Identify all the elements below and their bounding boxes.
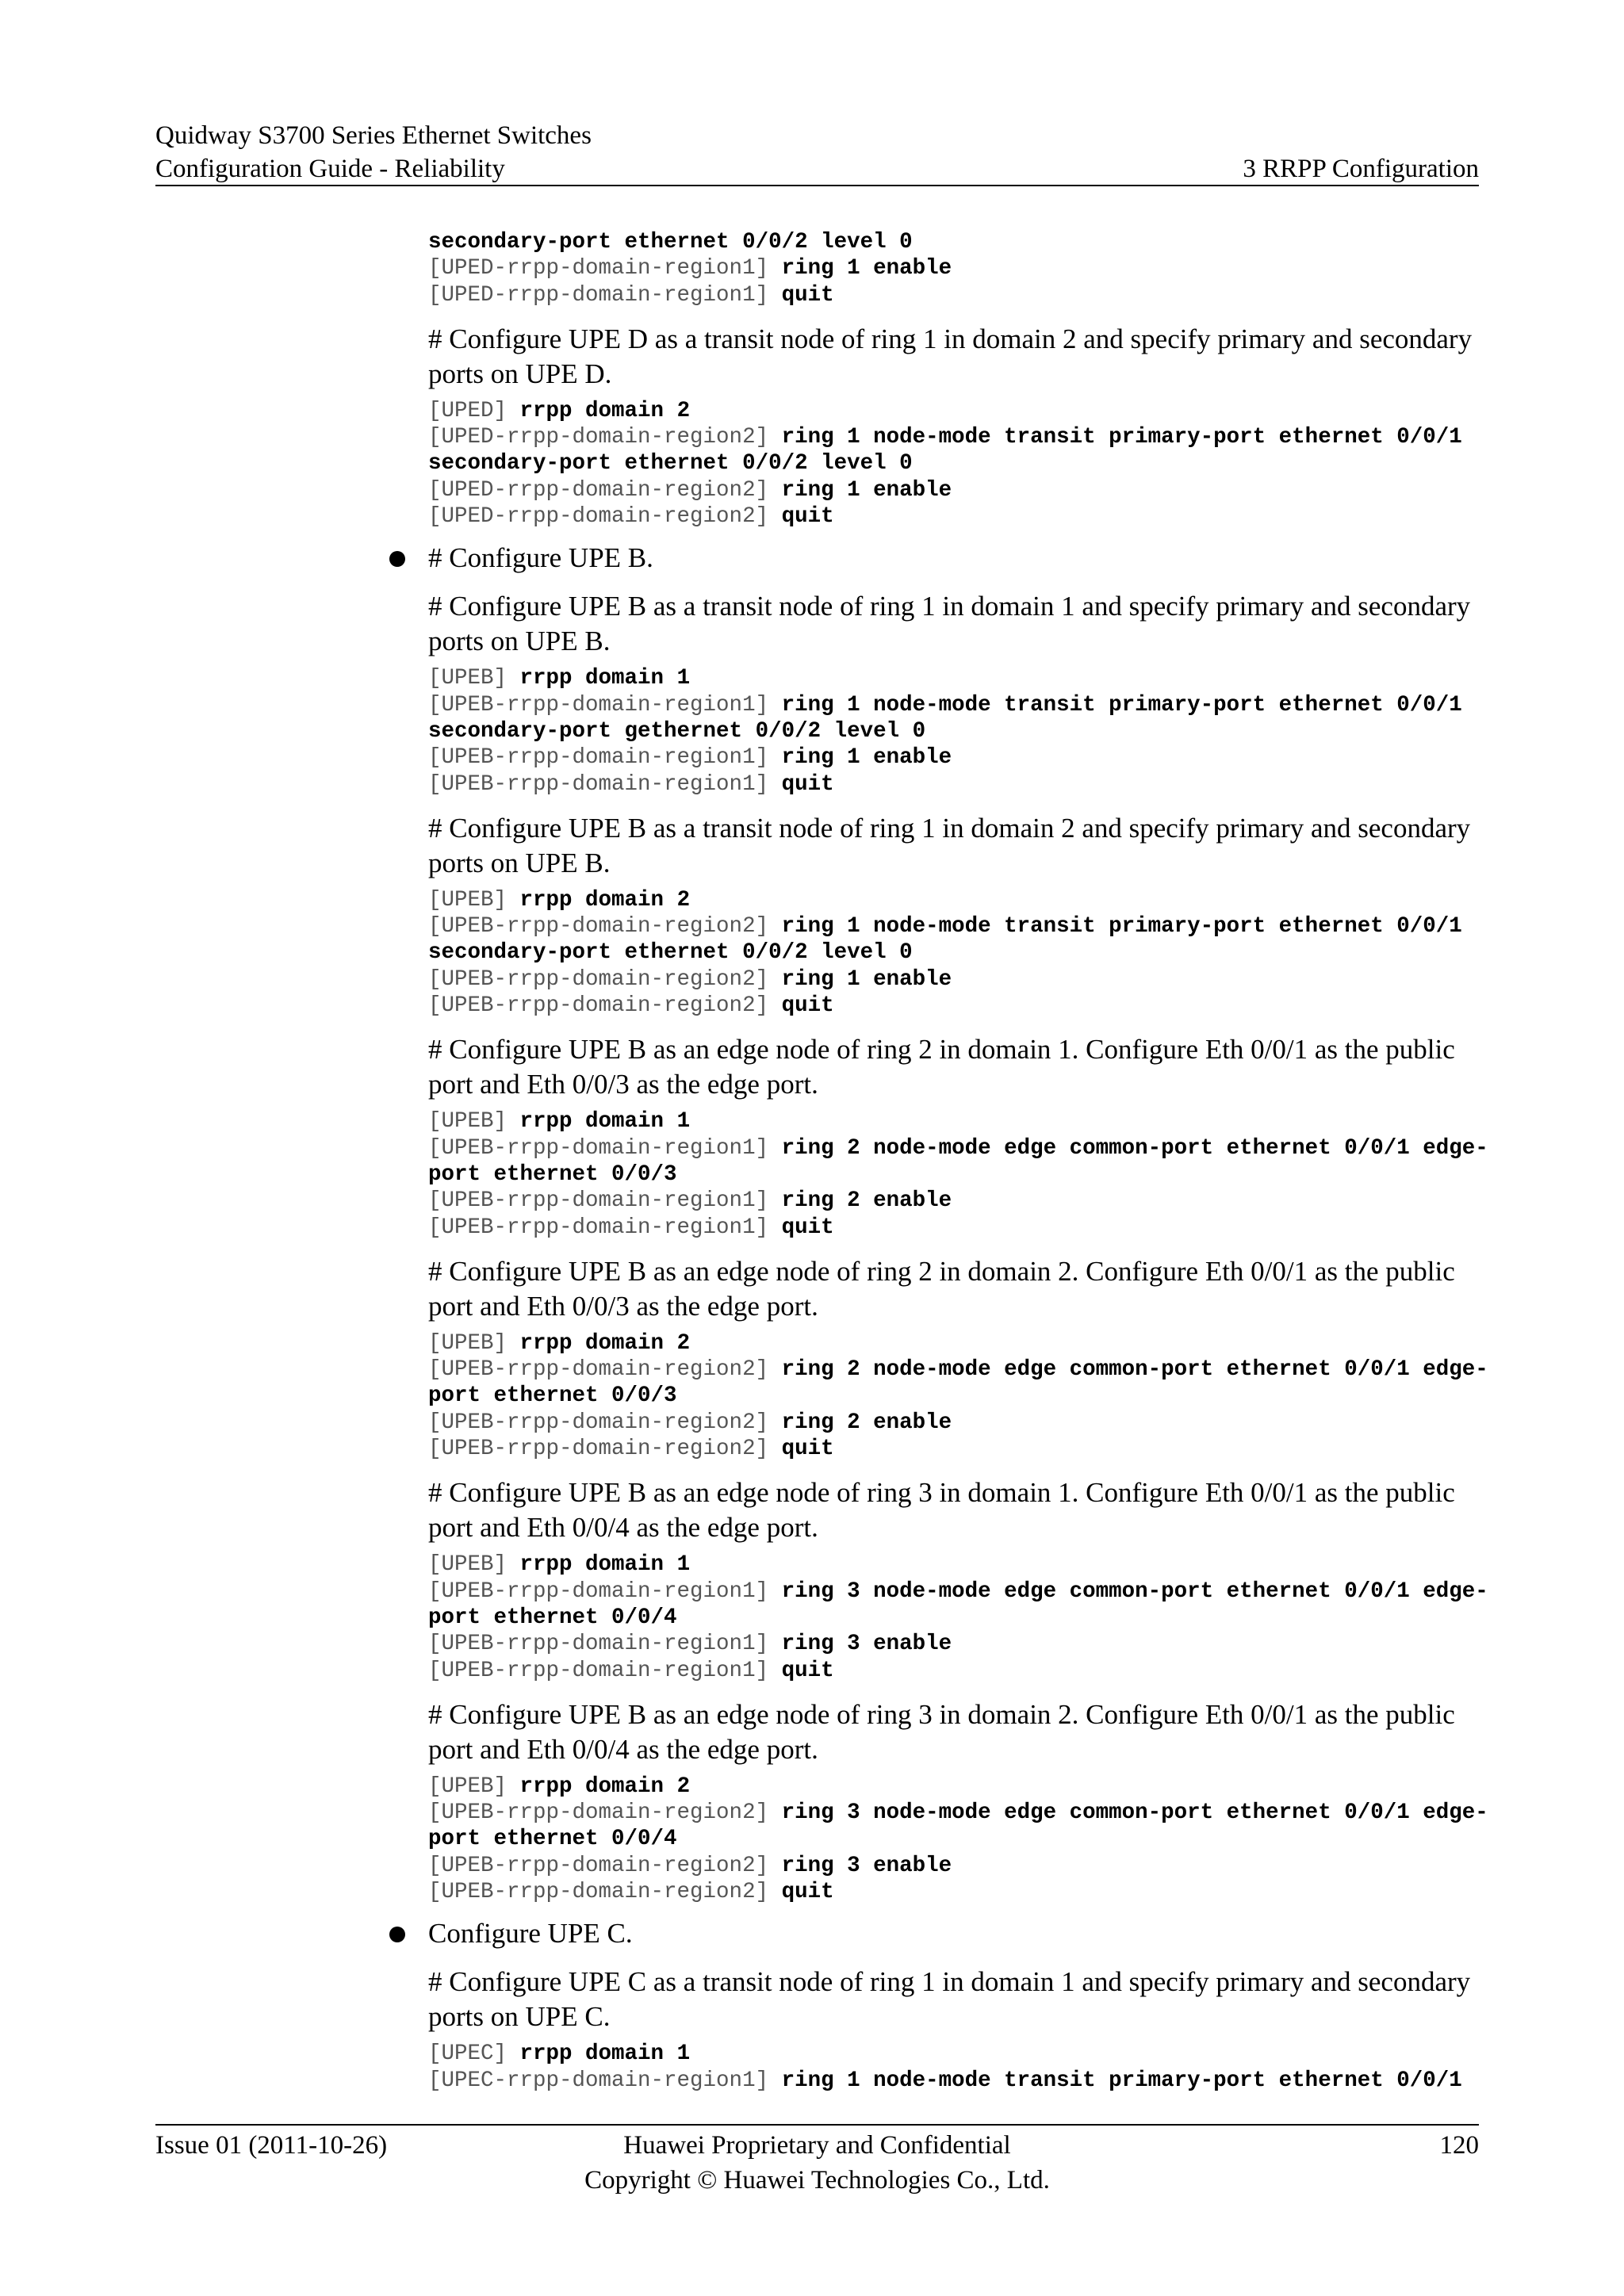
document-body: [428, 229, 1488, 2094]
code-command: port ethernet 0/0/3: [428, 1161, 677, 1187]
code-prompt: [UPEB]: [428, 1109, 520, 1135]
code-prompt: [UPEB]: [428, 1774, 520, 1799]
code-prompt: [UPEB-rrpp-domain-region2]: [428, 914, 782, 939]
code-line: [428, 424, 1479, 450]
code-line: [428, 1631, 1479, 1657]
footer-copyright: Copyright © Huawei Technologies Co., Ltd.: [584, 2166, 1050, 2195]
code-command: port ethernet 0/0/4: [428, 1827, 677, 1852]
code-command: ring 3 enable: [781, 1632, 952, 1657]
code-command: secondary-port ethernet 0/0/2 level 0: [428, 940, 913, 966]
paragraph: # Configure UPE B as a transit node of ring 1 in domain 2 and specify primary and secondary ports on UPE B.: [428, 812, 1471, 878]
header-divider: [155, 185, 1479, 186]
code-line: [428, 2041, 1479, 2067]
code-line: [428, 993, 1479, 1019]
code-line: [428, 939, 1479, 966]
paragraph: # Configure UPE D as a transit node of ring 1 in domain 2 and specify primary and secondary ports on UPE D.: [428, 323, 1473, 389]
code-line: [428, 1410, 1479, 1436]
code-prompt: [UPEB]: [428, 887, 520, 913]
header-chapter: 3 RRPP Configuration: [1243, 155, 1479, 183]
code-command: rrpp domain 2: [519, 398, 691, 423]
code-command: ring 1 node-mode transit primary-port ethernet 0/0/1: [781, 425, 1462, 450]
code-prompt: [UPEB]: [428, 1330, 520, 1356]
code-line: [428, 1161, 1479, 1188]
code-command: ring 1 enable: [781, 256, 952, 281]
paragraph: # Configure UPE B as an edge node of ring 3 in domain 1. Configure Eth 0/0/1 as the public port and Eth 0/0/4 as the edge port.: [428, 1477, 1455, 1544]
code-command: rrpp domain 2: [519, 887, 691, 913]
code-prompt: [UPEB-rrpp-domain-region2]: [428, 993, 782, 1019]
code-prompt: [UPEB-rrpp-domain-region1]: [428, 745, 782, 771]
code-line: [428, 229, 1479, 255]
code-prompt: [UPED-rrpp-domain-region1]: [428, 256, 782, 281]
code-prompt: [UPEB-rrpp-domain-region1]: [428, 771, 782, 797]
code-prompt: [UPEB]: [428, 1552, 520, 1578]
code-line: [428, 1357, 1488, 1383]
code-line: [428, 887, 1479, 913]
header-product: Quidway S3700 Series Ethernet Switches: [155, 121, 592, 150]
code-prompt: [UPEB-rrpp-domain-region2]: [428, 1437, 782, 1462]
code-line: [428, 1578, 1488, 1605]
code-command: port ethernet 0/0/4: [428, 1605, 677, 1630]
code-command: ring 2 enable: [781, 1188, 952, 1214]
code-line: [428, 282, 1479, 308]
code-line: [428, 1853, 1479, 1879]
code-block: [428, 1552, 1488, 1683]
bullet-dot-icon: [389, 1927, 405, 1942]
code-prompt: [UPED-rrpp-domain-region2]: [428, 504, 782, 530]
code-command: secondary-port gethernet 0/0/2 level 0: [428, 718, 926, 744]
code-command: secondary-port ethernet 0/0/2 level 0: [428, 451, 913, 476]
code-command: quit: [781, 1879, 834, 1904]
footer-page-number: 120: [1439, 2131, 1479, 2160]
bullet-item: [428, 1916, 1479, 1951]
code-block: [428, 398, 1479, 530]
code-prompt: [UPEB-rrpp-domain-region2]: [428, 1800, 782, 1826]
code-line: [428, 1658, 1479, 1684]
code-command: ring 1 enable: [781, 477, 952, 503]
code-line: [428, 1800, 1488, 1826]
code-command: rrpp domain 2: [519, 1330, 691, 1356]
code-line: [428, 692, 1479, 718]
paragraph: # Configure UPE B as an edge node of ring 2 in domain 1. Configure Eth 0/0/1 as the public port and Eth 0/0/3 as the edge port.: [428, 1034, 1455, 1100]
code-command: rrpp domain 2: [519, 1774, 691, 1799]
bullet-text: Configure UPE C.: [428, 1918, 633, 1950]
bullet-item: [428, 541, 1479, 576]
code-line: [428, 1436, 1479, 1462]
paragraph: # Configure UPE C as a transit node of ring 1 in domain 1 and specify primary and secondary ports on UPE C.: [428, 1966, 1471, 2033]
code-prompt: [UPEB]: [428, 666, 520, 691]
code-line: [428, 1826, 1479, 1852]
code-prompt: [UPEB-rrpp-domain-region1]: [428, 1215, 782, 1240]
code-line: [428, 744, 1479, 771]
code-line: [428, 771, 1479, 798]
code-command: port ethernet 0/0/3: [428, 1383, 677, 1409]
code-line: [428, 255, 1479, 281]
code-line: [428, 665, 1479, 691]
code-prompt: [UPEC]: [428, 2042, 520, 2067]
code-line: [428, 477, 1479, 503]
code-block: [428, 665, 1479, 797]
code-line: [428, 718, 1479, 744]
code-line: [428, 1774, 1479, 1800]
code-block: [428, 887, 1479, 1019]
code-command: ring 1 enable: [781, 745, 952, 771]
code-prompt: [UPEB-rrpp-domain-region2]: [428, 1879, 782, 1904]
code-line: [428, 2068, 1479, 2094]
footer-divider: [155, 2124, 1479, 2126]
code-line: [428, 1552, 1479, 1578]
code-line: [428, 913, 1479, 939]
footer-issue: Issue 01 (2011-10-26): [155, 2131, 388, 2160]
code-command: ring 1 enable: [781, 966, 952, 992]
code-prompt: [UPED]: [428, 398, 520, 423]
paragraph: # Configure UPE B as an edge node of ring 3 in domain 2. Configure Eth 0/0/1 as the public port and Eth 0/0/4 as the edge port.: [428, 1698, 1455, 1765]
code-prompt: [UPEB-rrpp-domain-region1]: [428, 1658, 782, 1683]
page-header: [155, 119, 1479, 186]
code-command: quit: [781, 1215, 834, 1240]
code-command: quit: [781, 771, 834, 797]
code-command: quit: [781, 993, 834, 1019]
code-command: rrpp domain 1: [519, 1552, 691, 1578]
code-command: ring 2 node-mode edge common-port ethernet 0/0/1 edge-: [781, 1135, 1488, 1161]
code-command: quit: [781, 1658, 834, 1683]
code-command: rrpp domain 1: [519, 666, 691, 691]
code-prompt: [UPED-rrpp-domain-region2]: [428, 425, 782, 450]
bullet-dot-icon: [389, 551, 405, 567]
code-line: [428, 1108, 1479, 1135]
code-prompt: [UPEB-rrpp-domain-region2]: [428, 1853, 782, 1878]
code-command: rrpp domain 1: [519, 2042, 691, 2067]
code-line: [428, 1383, 1479, 1409]
code-command: quit: [781, 1437, 834, 1462]
paragraph: # Configure UPE B as a transit node of ring 1 in domain 1 and specify primary and secondary ports on UPE B.: [428, 591, 1471, 657]
code-command: ring 1 node-mode transit primary-port ethernet 0/0/1: [781, 914, 1462, 939]
code-line: [428, 1605, 1479, 1631]
code-command: ring 3 enable: [781, 1853, 952, 1878]
code-line: [428, 966, 1479, 993]
code-line: [428, 1879, 1479, 1905]
code-command: quit: [781, 282, 834, 308]
code-command: rrpp domain 1: [519, 1109, 691, 1135]
code-command: ring 1 node-mode transit primary-port ethernet 0/0/1: [781, 2068, 1462, 2093]
code-block: [428, 1330, 1488, 1462]
code-prompt: [UPEB-rrpp-domain-region1]: [428, 692, 782, 718]
code-block: [428, 2041, 1479, 2094]
code-prompt: [UPEB-rrpp-domain-region1]: [428, 1135, 782, 1161]
code-block: [428, 1108, 1488, 1240]
code-prompt: [UPED-rrpp-domain-region1]: [428, 282, 782, 308]
code-prompt: [UPEC-rrpp-domain-region1]: [428, 2068, 782, 2093]
code-line: [428, 1135, 1488, 1161]
bullet-text: # Configure UPE B.: [428, 542, 653, 574]
code-prompt: [UPEB-rrpp-domain-region1]: [428, 1188, 782, 1214]
code-block: [428, 1774, 1488, 1905]
code-prompt: [UPEB-rrpp-domain-region1]: [428, 1578, 782, 1604]
code-line: [428, 398, 1479, 424]
code-command: secondary-port ethernet 0/0/2 level 0: [428, 230, 913, 254]
code-command: ring 1 node-mode transit primary-port ethernet 0/0/1: [781, 692, 1462, 718]
code-line: [428, 1330, 1479, 1357]
code-prompt: [UPED-rrpp-domain-region2]: [428, 477, 782, 503]
code-prompt: [UPEB-rrpp-domain-region2]: [428, 966, 782, 992]
code-command: quit: [781, 504, 834, 530]
code-command: ring 3 node-mode edge common-port ethernet 0/0/1 edge-: [781, 1578, 1488, 1604]
code-prompt: [UPEB-rrpp-domain-region1]: [428, 1632, 782, 1657]
code-line: [428, 1215, 1479, 1241]
code-prompt: [UPEB-rrpp-domain-region2]: [428, 1410, 782, 1435]
code-line: [428, 503, 1479, 530]
code-command: ring 2 node-mode edge common-port ethernet 0/0/1 edge-: [781, 1357, 1488, 1383]
code-line: [428, 450, 1479, 476]
code-command: ring 3 node-mode edge common-port ethernet 0/0/1 edge-: [781, 1800, 1488, 1826]
code-command: ring 2 enable: [781, 1410, 952, 1435]
paragraph: # Configure UPE B as an edge node of ring 2 in domain 2. Configure Eth 0/0/1 as the public port and Eth 0/0/3 as the edge port.: [428, 1255, 1455, 1322]
header-guide: Configuration Guide - Reliability: [155, 155, 505, 183]
code-prompt: [UPEB-rrpp-domain-region2]: [428, 1357, 782, 1383]
code-line: [428, 1188, 1479, 1214]
code-block: [428, 229, 1479, 308]
footer-confidential: Huawei Proprietary and Confidential: [623, 2131, 1011, 2160]
